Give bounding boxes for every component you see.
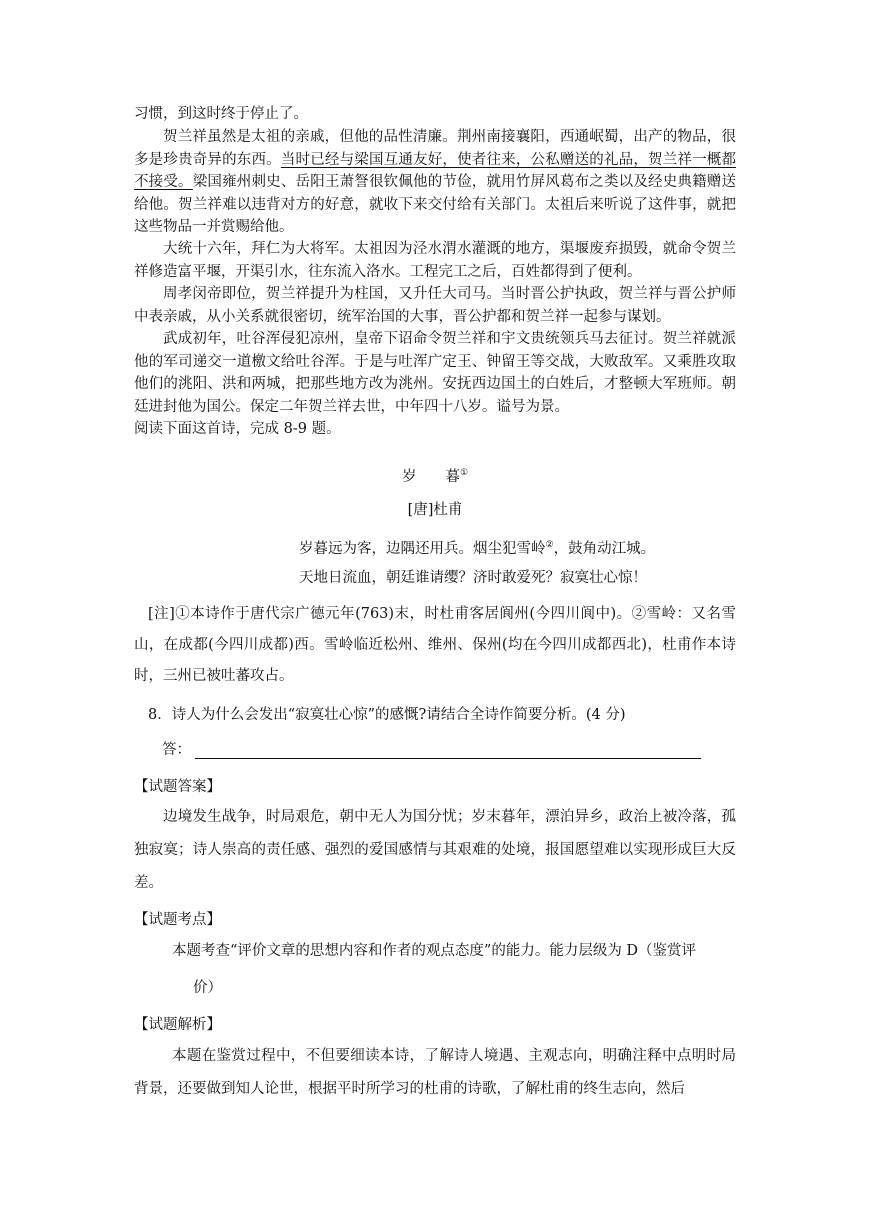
poem-title-note-marker: ① xyxy=(459,468,469,479)
poem-author: [唐]杜甫 xyxy=(407,502,463,518)
poem-line-note-marker: ② xyxy=(545,540,554,550)
passage-paragraph-4: 武成初年，吐谷浑侵犯凉州，皇帝下诏命令贺兰祥和宇文贵统领兵马去征讨。贺兰祥就派他的军司递交一道檄文给吐谷浑。于是与吐浑广定王、钟留王等交战，大败敌军。又乘胜攻取他们的洮阳、洪和两城，把那些地方改为洮州。安抚西边国土的白姓后，才整顿大军班师。朝廷进封他为国公。保定二年贺兰祥去世，中年四十八岁。谥号为景。 xyxy=(134,331,736,415)
poem-annotation: [注]①本诗作于唐代宗广德元年(763)末，时杜甫客居阆州(今四川阆中)。②雪岭：又名雪山，在成都(今四川成都)西。雪岭临近松州、维州、保州(均在今四川成都西北)，杜甫作本诗时，三州已被吐蕃攻占。 xyxy=(134,606,736,684)
poem-title xyxy=(134,465,736,486)
passage-text: 贺兰祥虽然是太祖的亲戚，但他的品性清廉。荆州南接襄阳，西通岷蜀，出产的物品，很多是珍贵奇异的东西。 xyxy=(134,129,736,168)
point-heading: 【试题考点】 xyxy=(134,912,221,928)
answer-label: 答： xyxy=(162,742,191,758)
answer-row xyxy=(162,738,701,759)
analysis-text: 本题在鉴赏过程中，不但要细读本诗，了解诗人境遇、主观志向，明确注释中点明时局背景，还要做到知人论世，根据平时所学习的杜甫的诗歌，了解杜甫的终生志向，然后 xyxy=(134,1048,736,1097)
reading-instruction: 阅读下面这首诗，完成 8-9 题。 xyxy=(134,421,341,437)
underlined-sentence: 当时已经与梁国互通友好，使者往来，公私赠送的礼品，贺兰祥一概都不接受。 xyxy=(134,151,736,190)
point-text-line-1: 本题考查“评价文章的思想内容和作者的观点态度”的能力。能力层级为 D（鉴赏评 xyxy=(172,943,697,959)
passage-paragraph-3: 周孝闵帝即位，贺兰祥提升为柱国，又升任大司马。当时晋公护执政，贺兰祥与晋公护师中表亲戚，从小关系就很密切，统军治国的大事，晋公护都和贺兰祥一起参与谋划。 xyxy=(134,286,736,325)
answer-heading: 【试题答案】 xyxy=(134,779,221,795)
passage-paragraph-0: 习惯，到这时终于停止了。 xyxy=(134,106,308,122)
analysis-heading: 【试题解析】 xyxy=(134,1017,221,1033)
poem-title-text: 岁 暮 xyxy=(401,469,460,485)
poem-line-1 xyxy=(299,534,655,560)
point-text-line-2: 价） xyxy=(193,980,222,996)
question-8: 8．诗人为什么会发出“寂寞壮心惊”的感慨?请结合全诗作简要分析。(4 分) xyxy=(148,707,626,723)
answer-text: 边境发生战争，时局艰危，朝中无人为国分忧；岁末暮年，漂泊异乡，政治上被冷落，孤独寂寞；诗人崇高的责任感、强烈的爱国感情与其艰难的处境，报国愿望难以实现形成巨大反差。 xyxy=(134,809,736,891)
poem-line-text: 岁暮远为客，边隅还用兵。烟尘犯雪岭 xyxy=(299,540,546,557)
passage-paragraph-1 xyxy=(134,126,736,239)
answer-blank-line[interactable] xyxy=(195,742,701,759)
poem-line-text: ，鼓角动江城。 xyxy=(553,540,656,557)
passage-text: 梁国雍州刺史、岳阳王萧詧很钦佩他的节俭，就用竹屏风葛布之类以及经史典籍赠送给他。贺兰祥难以违背对方的好意，就收下来交付给有关部门。太祖后来听说了这件事，就把这些物品一并赏赐给他。 xyxy=(134,174,736,235)
passage-paragraph-2: 大统十六年，拜仁为大将军。太祖因为泾水渭水灌溉的地方，渠堰废弃损毁，就命令贺兰祥修造富平堰，开渠引水，往东流入洛水。工程完工之后，百姓都得到了便利。 xyxy=(134,241,736,280)
poem-line-2: 天地日流血，朝廷谁请缨？济时敢爱死？寂寞壮心惊！ xyxy=(299,570,647,586)
